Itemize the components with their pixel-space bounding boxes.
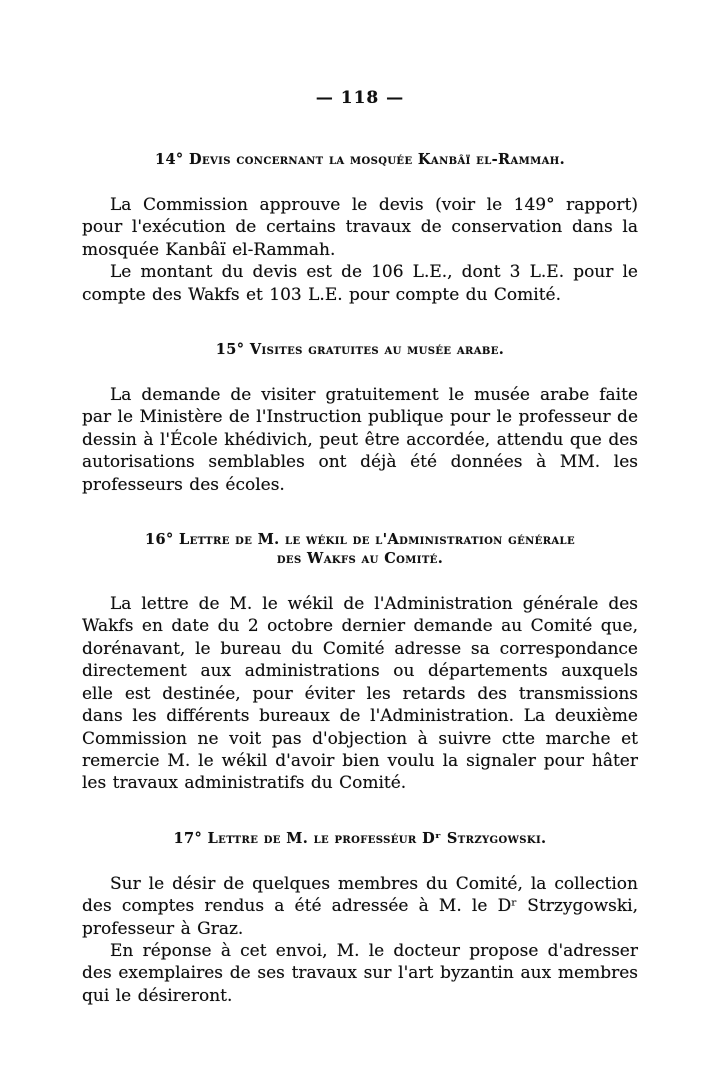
section-14-heading: 14° Devis concernant la mosquée Kanbâï el-Rammah. (154, 151, 566, 168)
section-15-paragraph-1: La demande de visiter gratuitement le musée arabe faite par le Ministère de l'Instruction publique pour le professeur de dessin à l'École khédivich, peut être accordée, attendu que des autorisations semblables ont déjà été données à MM. les professeurs des écoles. (82, 385, 638, 495)
section-16-heading-line2: des Wakfs au Comité. (276, 550, 444, 568)
section-17-lettre-strzygowski (82, 829, 638, 1007)
section-14-paragraph-2: Le montant du devis est de 106 L.E., dont 3 L.E. pour le compte des Wakfs et 103 L.E. pour compte du Comité. (82, 262, 638, 305)
section-17-paragraph-1: Sur le désir de quelques membres du Comité, la collection des comptes rendus a été adressée à M. le Dʳ Strzygowski, professeur à Graz. (82, 873, 638, 939)
section-16-heading-group (82, 530, 638, 568)
section-17-heading-group (82, 829, 638, 848)
section-16-heading-line1: 16° Lettre de M. le wékil de l'Administration générale (144, 531, 576, 549)
section-16-paragraph-1: La lettre de M. le wékil de l'Administration générale des Wakfs en date du 2 octobre dernier demande au Comité que, dorénavant, le bureau du Comité adresse sa correspondance directement aux administrations ou départements auxquels elle est destinée, pour éviter les retards des transmissions dans les différents bureaux de l'Administration. La deuxième Commission ne voit pas d'objection à suivre ctte marche et remercie M. le wékil d'avoir bien voulu la signaler pour hâter les travaux administratifs du Comité. (82, 594, 638, 794)
section-17-heading: 17° Lettre de M. le professéur Dʳ Strzygowski. (173, 829, 547, 847)
section-14-paragraph-1: La Commission approuve le devis (voir le 149° rapport) pour l'exécution de certains travaux de conservation dans la mosquée Kanbâï el-Rammah. (82, 195, 638, 260)
page-number: — 118 — (315, 88, 405, 108)
section-14-heading-group (82, 150, 638, 169)
section-17-paragraph-2: En réponse à cet envoi, M. le docteur propose d'adresser des exemplaires de ses travaux sur l'art byzantin aux membres qui le désireront. (82, 940, 638, 1006)
page-content (82, 150, 638, 1007)
section-15-visites-musee (82, 340, 638, 496)
section-14-devis-mosquee (82, 150, 638, 306)
section-15-heading: 15° Visites gratuites au musée arabe. (215, 341, 505, 359)
section-16-lettre-wekil (82, 530, 638, 795)
section-15-heading-group (82, 340, 638, 359)
